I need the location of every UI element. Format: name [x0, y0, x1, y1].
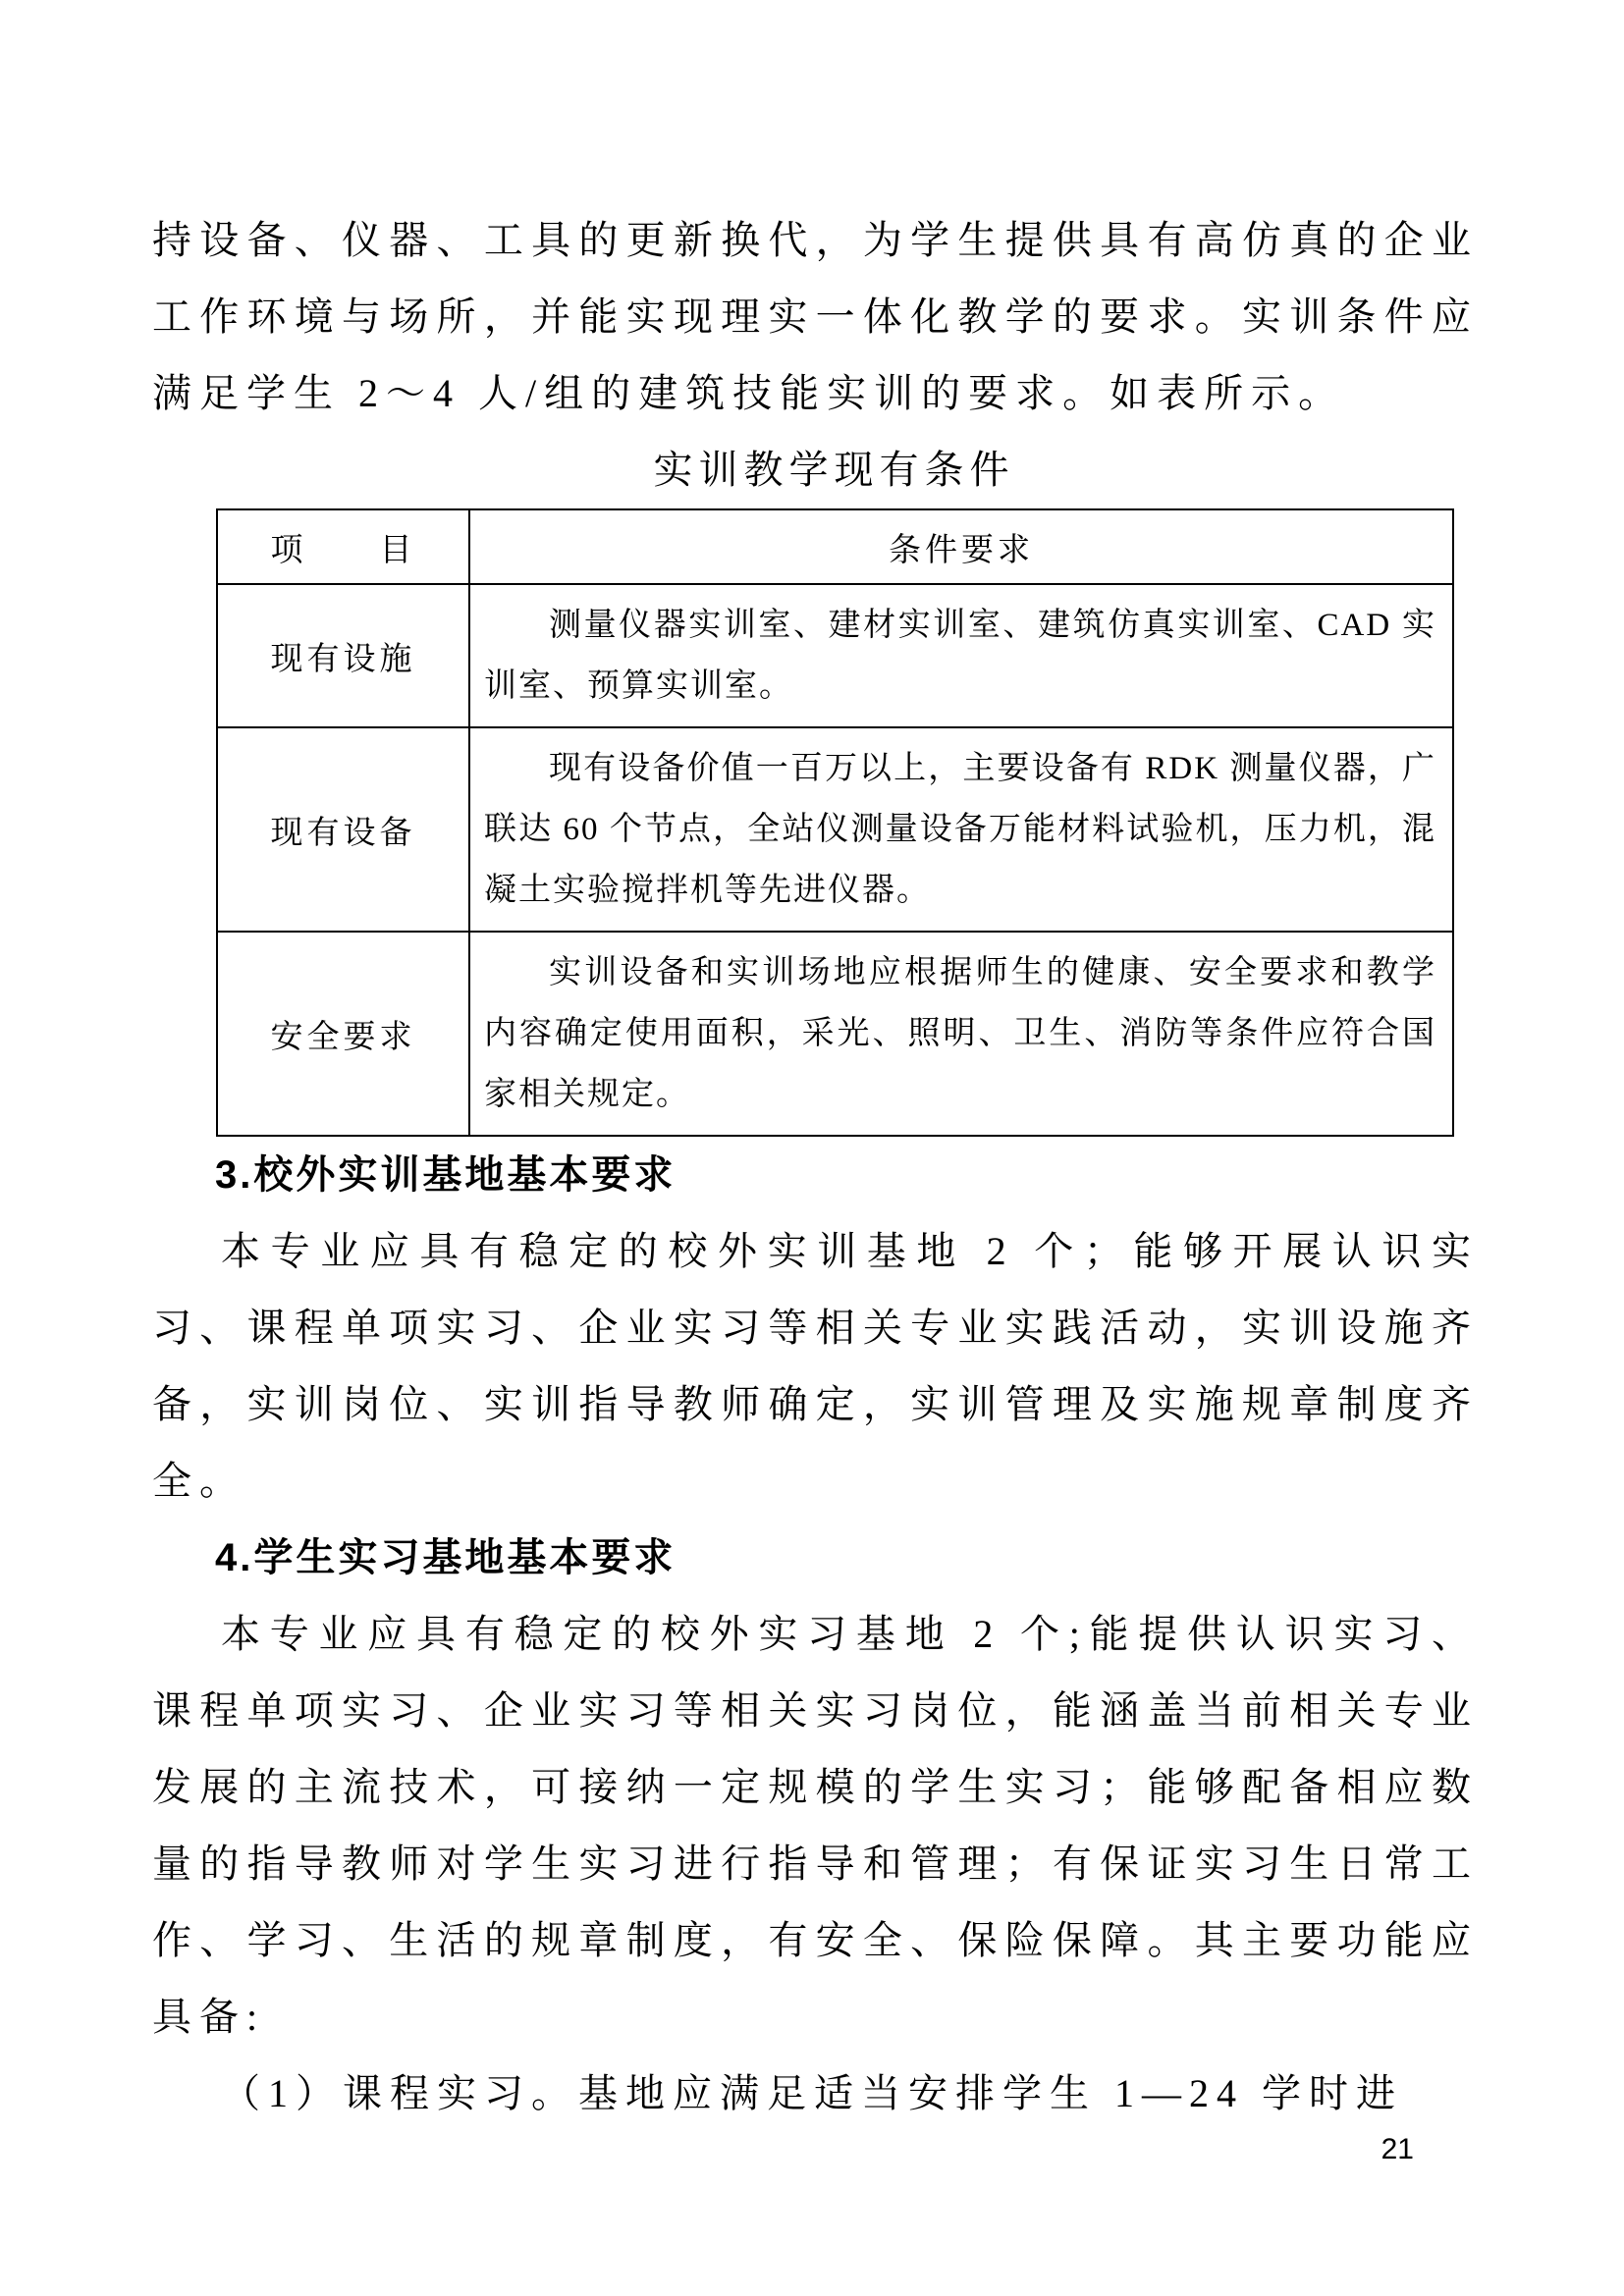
row-item-label: 现有设施 [217, 584, 469, 727]
table-row [217, 727, 1453, 932]
table-row [217, 584, 1453, 727]
page-number: 21 [1380, 2133, 1414, 2165]
table-caption: 实训教学现有条件 [653, 448, 1015, 492]
row-requirement-text: 现有设备价值一百万以上，主要设备有 RDK 测量仪器，广联达 60 个节点，全站仪测量设备万能材料试验机，压力机，混凝土实验搅拌机等先进仪器。 [469, 727, 1453, 932]
section-4-heading: 4.学生实习基地基本要求 [215, 1536, 677, 1579]
table-row [217, 932, 1453, 1136]
section-4-subparagraph: （1）课程实习。基地应满足适当安排学生 1—24 学时进 [221, 2071, 1403, 2115]
row-item-label: 安全要求 [217, 932, 469, 1136]
intro-paragraph: 持设备、仪器、工具的更新换代，为学生提供具有高仿真的企业工作环境与场所，并能实现理实一体化教学的要求。实训条件应满足学生 2～4 人/组的建筑技能实训的要求。如表所示。 [152, 218, 1479, 415]
column-header-requirement: 条件要求 [469, 509, 1453, 584]
table-header-row [217, 509, 1453, 584]
training-conditions-table [216, 508, 1454, 1137]
section-4-paragraph: 本专业应具有稳定的校外实习基地 2 个;能提供认识实习、课程单项实习、企业实习等相关实习岗位，能涵盖当前相关专业发展的主流技术，可接纳一定规模的学生实习；能够配备相应数量的指导教师对学生实习进行指导和管理；有保证实习生日常工作、学习、生活的规章制度，有安全、保险保障。其主要功能应具备: [152, 1612, 1479, 2039]
row-item-label: 现有设备 [217, 727, 469, 932]
section-3-heading: 3.校外实训基地基本要求 [215, 1153, 677, 1197]
row-requirement-text: 测量仪器实训室、建材实训室、建筑仿真实训室、CAD 实训室、预算实训室。 [469, 584, 1453, 727]
column-header-item: 项 目 [217, 509, 469, 584]
section-3-paragraph: 本专业应具有稳定的校外实训基地 2 个；能够开展认识实习、课程单项实习、企业实习等相关专业实践活动，实训设施齐备，实训岗位、实训指导教师确定，实训管理及实施规章制度齐全。 [152, 1229, 1479, 1503]
row-requirement-text: 实训设备和实训场地应根据师生的健康、安全要求和教学内容确定使用面积，采光、照明、卫生、消防等条件应符合国家相关规定。 [469, 932, 1453, 1136]
